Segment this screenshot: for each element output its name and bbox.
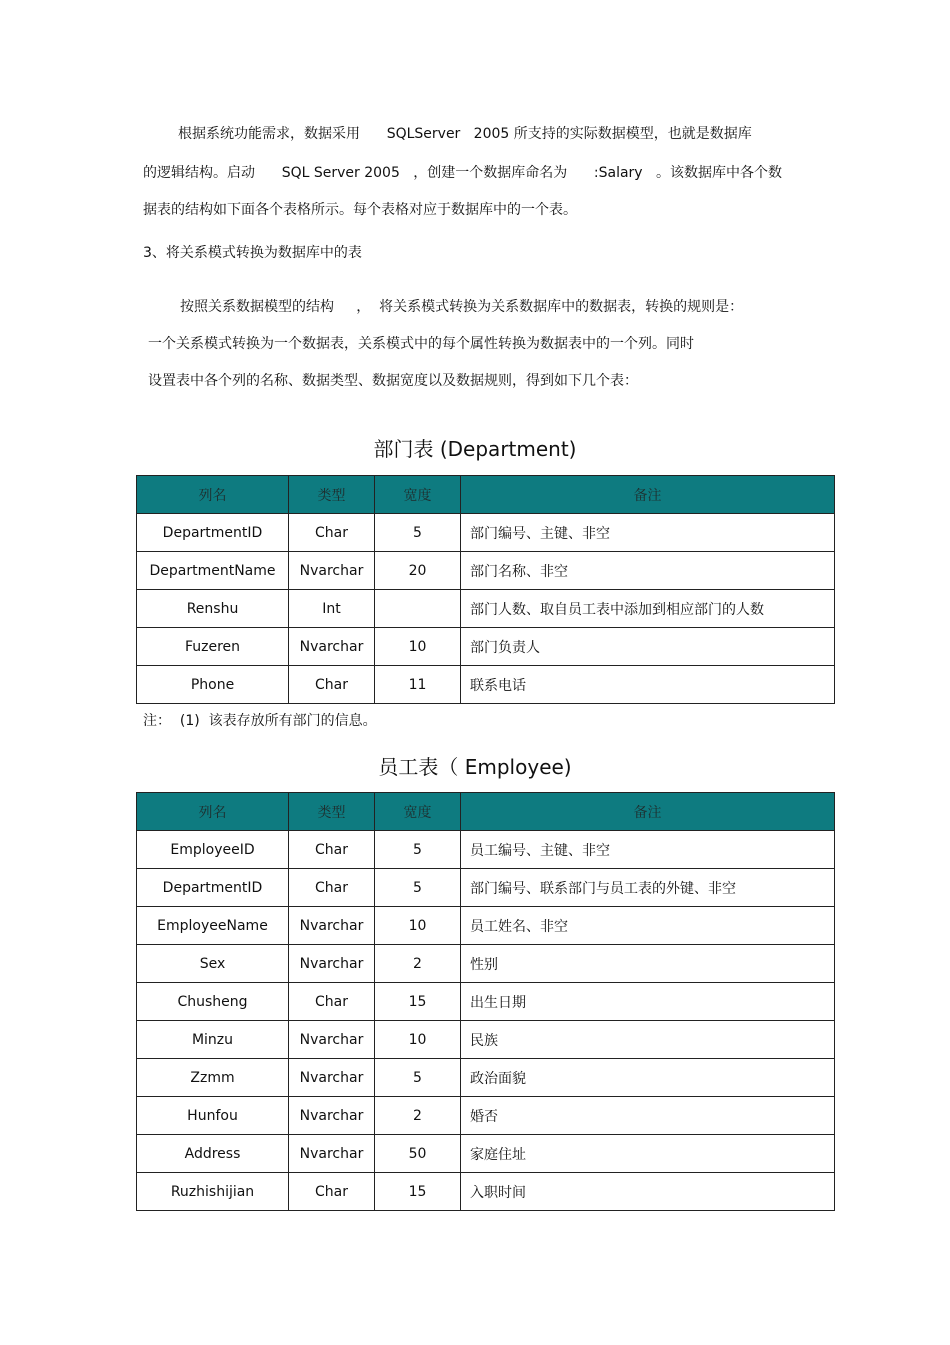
table-header-row (137, 476, 835, 514)
table-row (137, 666, 835, 704)
table-row (137, 945, 835, 983)
table-row (137, 514, 835, 552)
column-name-cell: Chusheng (137, 983, 289, 1021)
column-name-cell: Minzu (137, 1021, 289, 1059)
remarks-cell: 婚否 (461, 1097, 835, 1135)
width-cell: 2 (375, 1097, 461, 1135)
table-row (137, 1059, 835, 1097)
remarks-cell: 部门负责人 (461, 628, 835, 666)
header-width: 宽度 (375, 793, 461, 831)
table-row (137, 1097, 835, 1135)
department-table (136, 475, 835, 704)
remarks-cell: 政治面貌 (461, 1059, 835, 1097)
remarks-cell: 员工编号、主键、非空 (461, 831, 835, 869)
type-cell: Char (289, 514, 375, 552)
table-row (137, 1135, 835, 1173)
width-cell: 10 (375, 1021, 461, 1059)
width-cell: 11 (375, 666, 461, 704)
remarks-cell: 部门名称、非空 (461, 552, 835, 590)
table-row (137, 552, 835, 590)
table-row (137, 907, 835, 945)
width-cell: 50 (375, 1135, 461, 1173)
width-cell: 5 (375, 514, 461, 552)
remarks-cell: 性别 (461, 945, 835, 983)
intro-p1-line3: 据表的结构如下面各个表格所示。每个表格对应于数据库中的一个表。 (143, 202, 577, 218)
type-cell: Nvarchar (289, 1059, 375, 1097)
remarks-cell: 出生日期 (461, 983, 835, 1021)
column-name-cell: EmployeeName (137, 907, 289, 945)
width-cell: 5 (375, 1059, 461, 1097)
column-name-cell: Sex (137, 945, 289, 983)
header-remarks: 备注 (461, 793, 835, 831)
width-cell: 15 (375, 983, 461, 1021)
remarks-cell: 入职时间 (461, 1173, 835, 1211)
department-table-note: 注： (1) 该表存放所有部门的信息。 (143, 713, 377, 729)
type-cell: Char (289, 831, 375, 869)
width-cell: 5 (375, 831, 461, 869)
column-name-cell: Hunfou (137, 1097, 289, 1135)
width-cell: 15 (375, 1173, 461, 1211)
remarks-cell: 部门编号、主键、非空 (461, 514, 835, 552)
table-row (137, 869, 835, 907)
type-cell: Nvarchar (289, 1021, 375, 1059)
table-row (137, 983, 835, 1021)
table-row (137, 831, 835, 869)
type-cell: Char (289, 869, 375, 907)
type-cell: Char (289, 983, 375, 1021)
remarks-cell: 民族 (461, 1021, 835, 1059)
type-cell: Char (289, 1173, 375, 1211)
type-cell: Nvarchar (289, 552, 375, 590)
header-type: 类型 (289, 793, 375, 831)
intro-p2-line3: 设置表中各个列的名称、数据类型、数据宽度以及数据规则，得到如下几个表： (148, 373, 638, 389)
intro-p1-line1: 根据系统功能需求，数据采用 SQLServer 2005 所支持的实际数据模型，也就是数据库 (178, 126, 752, 142)
column-name-cell: Phone (137, 666, 289, 704)
header-width: 宽度 (375, 476, 461, 514)
remarks-cell: 家庭住址 (461, 1135, 835, 1173)
column-name-cell: EmployeeID (137, 831, 289, 869)
employee-table (136, 792, 835, 1211)
intro-p2-line1: 按照关系数据模型的结构 ， 将关系模式转换为关系数据库中的数据表，转换的规则是： (180, 299, 744, 315)
header-column-name: 列名 (137, 793, 289, 831)
width-cell: 2 (375, 945, 461, 983)
section-heading: 3、将关系模式转换为数据库中的表 (143, 245, 362, 261)
remarks-cell: 员工姓名、非空 (461, 907, 835, 945)
width-cell: 10 (375, 907, 461, 945)
table-header-row (137, 793, 835, 831)
type-cell: Nvarchar (289, 1097, 375, 1135)
header-column-name: 列名 (137, 476, 289, 514)
column-name-cell: Zzmm (137, 1059, 289, 1097)
type-cell: Nvarchar (289, 945, 375, 983)
remarks-cell: 部门人数、取自员工表中添加到相应部门的人数 (461, 590, 835, 628)
type-cell: Nvarchar (289, 628, 375, 666)
employee-table-title: 员工表（ Employee) (378, 755, 572, 779)
column-name-cell: DepartmentID (137, 514, 289, 552)
intro-p2-line2: 一个关系模式转换为一个数据表，关系模式中的每个属性转换为数据表中的一个列。同时 (148, 336, 694, 352)
width-cell: 10 (375, 628, 461, 666)
column-name-cell: Renshu (137, 590, 289, 628)
table-row (137, 590, 835, 628)
table-row (137, 1021, 835, 1059)
remarks-cell: 部门编号、联系部门与员工表的外键、非空 (461, 869, 835, 907)
width-cell (375, 590, 461, 628)
type-cell: Char (289, 666, 375, 704)
table-row (137, 628, 835, 666)
column-name-cell: Ruzhishijian (137, 1173, 289, 1211)
type-cell: Nvarchar (289, 1135, 375, 1173)
width-cell: 5 (375, 869, 461, 907)
department-table-title: 部门表 (Department) (373, 437, 577, 461)
column-name-cell: Address (137, 1135, 289, 1173)
header-remarks: 备注 (461, 476, 835, 514)
type-cell: Nvarchar (289, 907, 375, 945)
remarks-cell: 联系电话 (461, 666, 835, 704)
header-type: 类型 (289, 476, 375, 514)
column-name-cell: Fuzeren (137, 628, 289, 666)
width-cell: 20 (375, 552, 461, 590)
type-cell: Int (289, 590, 375, 628)
column-name-cell: DepartmentID (137, 869, 289, 907)
table-row (137, 1173, 835, 1211)
column-name-cell: DepartmentName (137, 552, 289, 590)
intro-p1-line2: 的逻辑结构。启动 SQL Server 2005 ，创建一个数据库命名为 :Salary 。该数据库中各个数 (143, 165, 782, 181)
